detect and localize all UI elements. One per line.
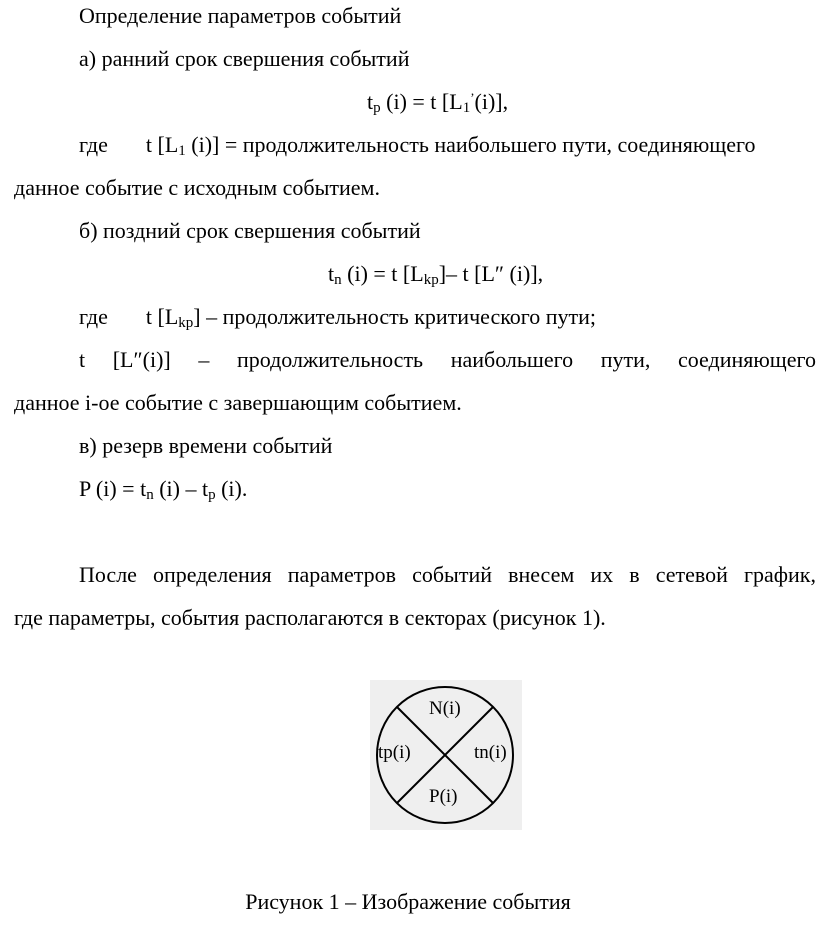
- late-formula: $t_n$ (i) = t $[L_{kp}]-$ t [L″ (i)],: [328, 261, 544, 288]
- late-longest-path-definition: t [L″(i)] – продолжительность наибольшего пути, соединяющего: [79, 347, 816, 372]
- early-formula: $t_p$ (i) = t $[L_1^’(i)]$,: [367, 89, 509, 116]
- early-definition-continued: данное событие с исходным событием.: [14, 175, 380, 200]
- reserve-term-label: в) резерв времени событий: [79, 433, 333, 458]
- early-definition: где t [$L_1$ (i)] = продолжительность наибольшего пути, соединяющего: [79, 132, 756, 159]
- section-heading: Определение параметров событий: [79, 3, 402, 28]
- paragraph-line-1: После определения параметров событий внесем их в сетевой график,: [79, 562, 816, 587]
- early-term-label: а) ранний срок свершения событий: [79, 46, 410, 71]
- reserve-formula: P $(i) = t_n$ $(i) - t_p$ (i).: [79, 476, 248, 503]
- late-critical-path-definition: где t $[L_{kp}]$ – продолжительность критического пути;: [79, 304, 597, 331]
- late-term-label: б) поздний срок свершения событий: [79, 218, 421, 243]
- event-diagram: [370, 680, 522, 830]
- late-definition-continued: данное i-ое событие с завершающим событием.: [14, 390, 462, 415]
- sector-left-label: tp(i): [378, 742, 411, 763]
- sector-bottom-label: P(i): [429, 786, 458, 807]
- paragraph-line-2: где параметры, события располагаются в секторах (рисунок 1).: [14, 605, 606, 630]
- sector-right-label: tn(i): [474, 742, 507, 763]
- sector-top-label: N(i): [429, 698, 461, 719]
- figure-caption: Рисунок 1 – Изображение события: [245, 889, 571, 914]
